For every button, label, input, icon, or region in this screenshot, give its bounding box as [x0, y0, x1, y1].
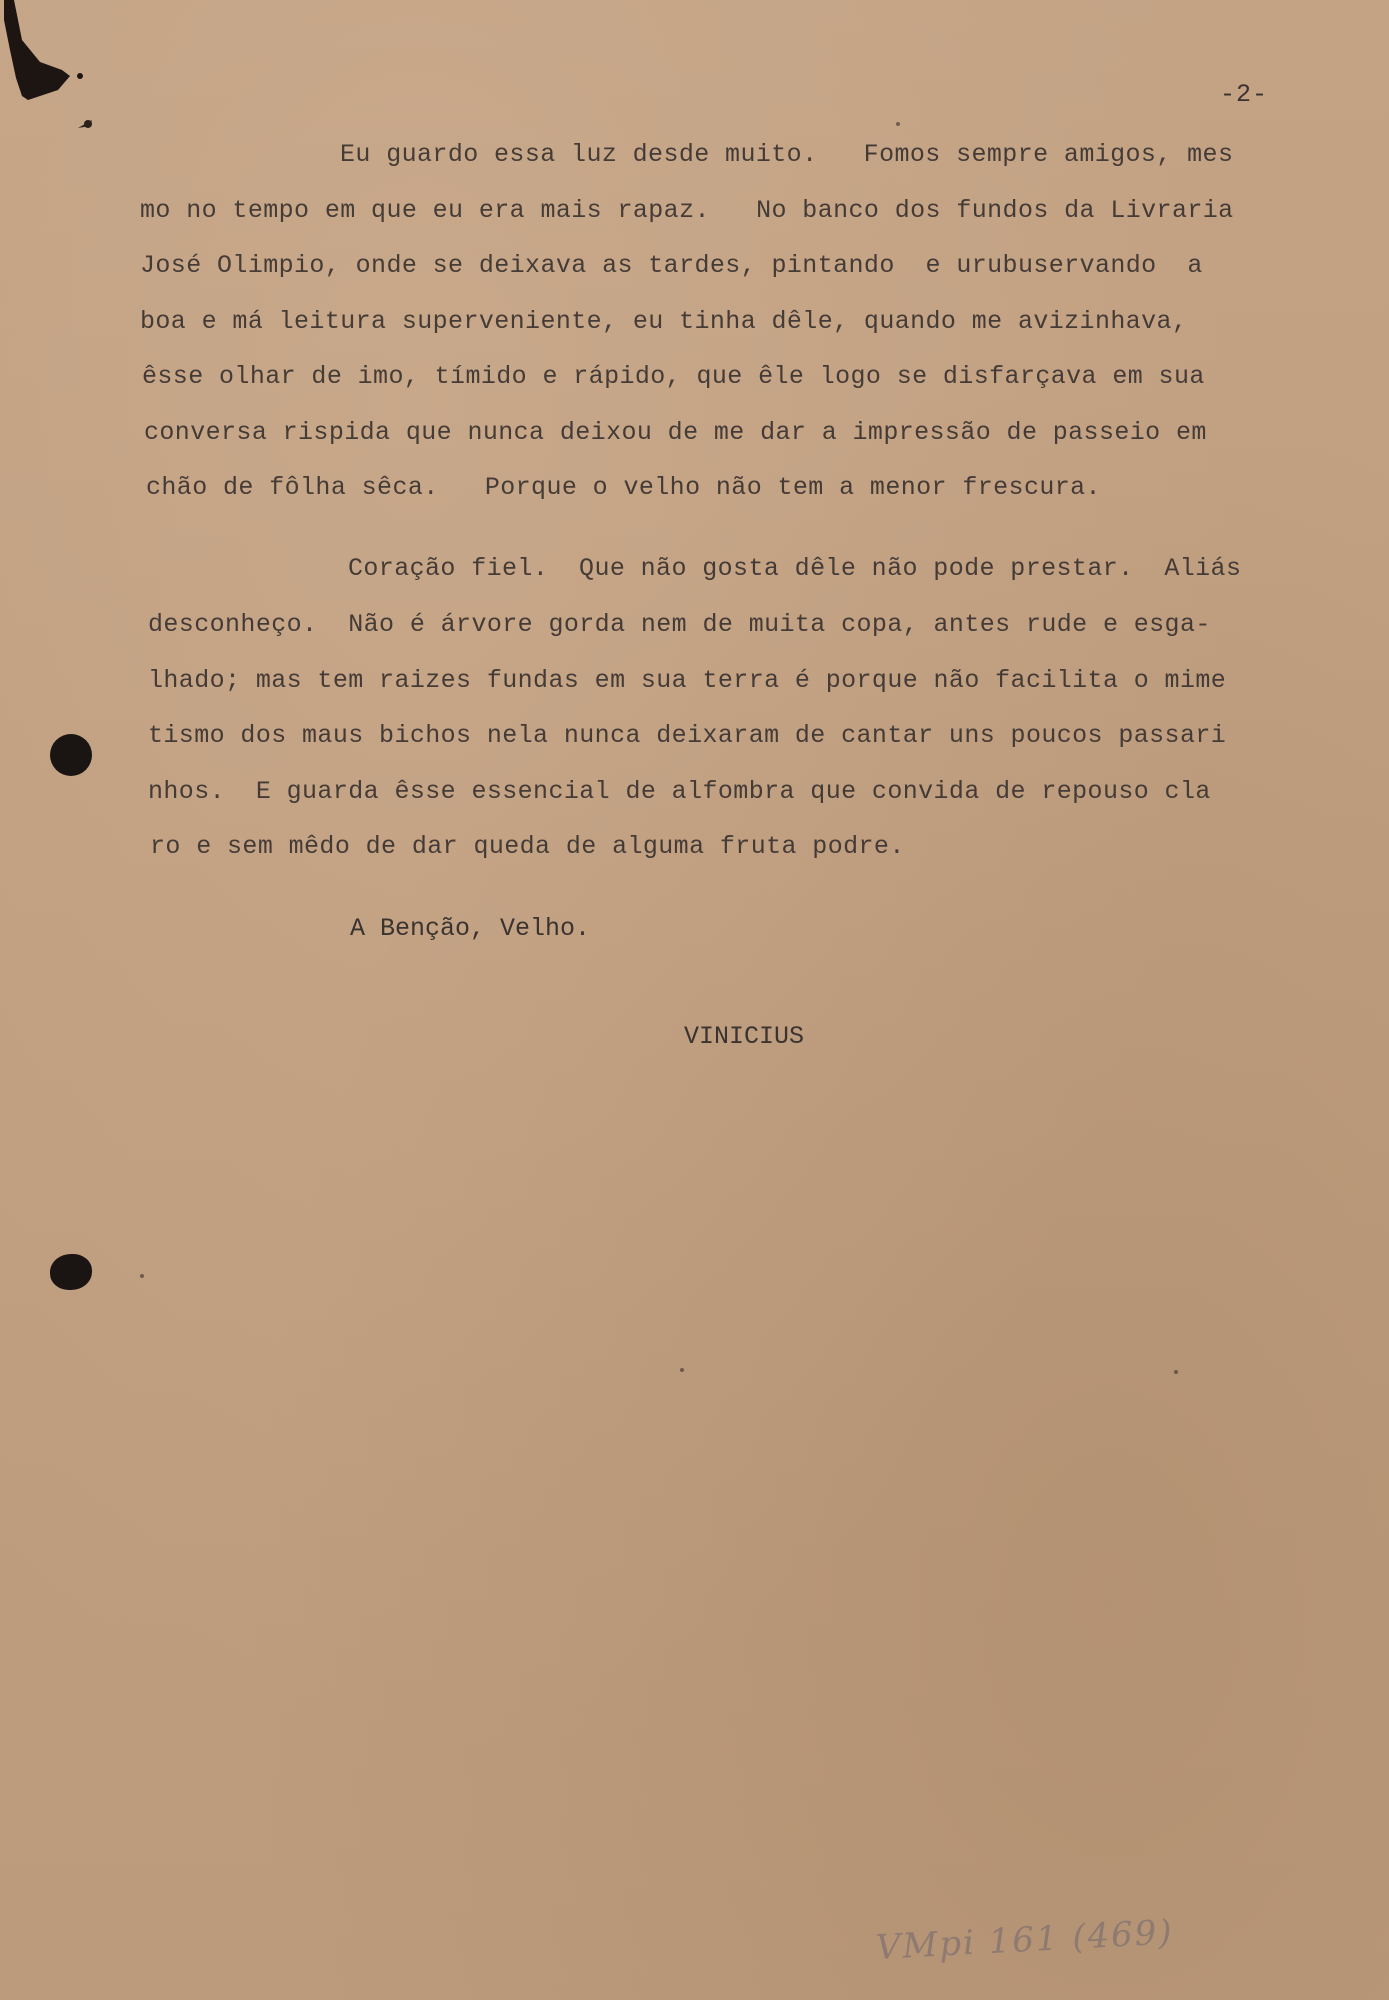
paragraph-1-line: boa e má leitura superveniente, eu tinha dêle, quando me avizinhava, [140, 307, 1188, 336]
page-number: -2- [1220, 80, 1269, 109]
paragraph-1-line: êsse olhar de imo, tímido e rápido, que êle logo se disfarçava em sua [142, 362, 1205, 391]
paragraph-2-line: Coração fiel. Que não gosta dêle não pode prestar. Aliás [348, 554, 1242, 583]
paragraph-1-line: chão de fôlha sêca. Porque o velho não tem a menor frescura. [146, 473, 1101, 502]
archive-handwritten-note: VMpi 161 (469) [874, 1912, 1175, 1968]
paragraph-2-line: lhado; mas tem raizes fundas em sua terra é porque não facilita o mime [148, 666, 1227, 695]
paragraph-1-line: conversa rispida que nunca deixou de me dar a impressão de passeio em [144, 418, 1207, 447]
paragraph-2-line: nhos. E guarda êsse essencial de alfombra que convida de repouso cla [148, 777, 1211, 806]
ink-stain-corner [0, 0, 110, 140]
paragraph-1-line: Eu guardo essa luz desde muito. Fomos sempre amigos, mes [340, 140, 1234, 169]
closing-line: A Benção, Velho. [350, 914, 591, 943]
punch-hole [50, 1254, 92, 1290]
paper-speck [140, 1274, 144, 1278]
paper-speck [680, 1368, 684, 1372]
paragraph-2-line: desconheço. Não é árvore gorda nem de muita copa, antes rude e esga- [148, 610, 1211, 639]
paragraph-1-line: José Olimpio, onde se deixava as tardes, pintando e urubuservando a [140, 251, 1203, 280]
paragraph-1-line: mo no tempo em que eu era mais rapaz. No banco dos fundos da Livraria [140, 196, 1234, 225]
paragraph-2-line: ro e sem mêdo de dar queda de alguma fruta podre. [150, 832, 905, 861]
paper-speck [896, 122, 900, 126]
paper-speck [1174, 1370, 1178, 1374]
signature: VINICIUS [684, 1022, 805, 1051]
paragraph-2-line: tismo dos maus bichos nela nunca deixaram de cantar uns poucos passari [148, 721, 1227, 750]
punch-hole [50, 734, 92, 776]
